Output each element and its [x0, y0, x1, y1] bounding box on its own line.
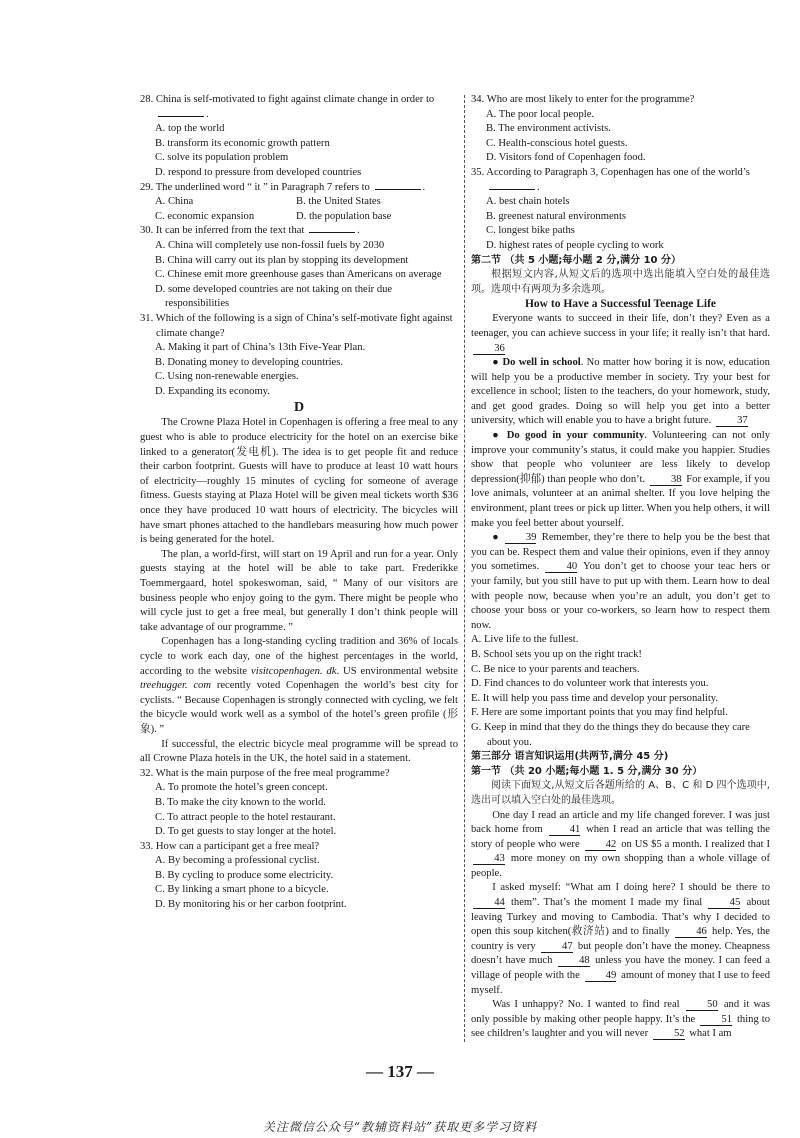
question-stem: 29. The underlined word “ it ” in Paragraph 7 refers to [140, 181, 370, 193]
answer-choices [471, 633, 770, 750]
blank-41: 41 [549, 824, 581, 836]
section-2-instruction: 根据短文内容,从短文后的选项中选出能填入空白处的最佳选项。选项中有两项为多余选项。 [471, 269, 770, 295]
answer-blank [489, 189, 535, 190]
option: A. China will completely use non-fossil fuels by 2030 [155, 239, 385, 251]
option: C. By linking a smart phone to a bicycle. [155, 884, 329, 896]
option: A. China [155, 196, 194, 208]
part-3-header: 第三部分 语言知识运用(共两节,满分 45 分) [471, 751, 669, 763]
option: B. the United States [296, 196, 381, 208]
blank-49: 49 [585, 970, 617, 982]
column-divider [464, 95, 465, 1042]
essay-intro: Everyone wants to succeed in their life, don’t they? Even as a teenager, you can achieve success in your life; it really isn’t that hard. 36 [471, 313, 770, 354]
question-33 [140, 840, 458, 913]
option: D. highest rates of people cycling to work [486, 239, 664, 251]
left-column [140, 93, 458, 913]
option: D. Expanding its economy. [155, 385, 270, 397]
option: C. Health-conscious hotel guests. [486, 137, 628, 149]
blank-43: 43 [473, 853, 505, 865]
blank-45: 45 [708, 897, 740, 909]
choice: F. Here are some important points that you may find helpful. [471, 707, 728, 719]
option: B. To make the city known to the world. [155, 796, 326, 808]
passage-d-paragraph-1: The Crowne Plaza Hotel in Copenhagen is offering a free meal to any guest who is able to produce electricity for the hotel on an exercise bike linked to a generator(发电机). The idea is to get people fit and reduce their carbon footprint. Guests will have to produce at least 10 watt hours of electricity—roughly 15 minutes of cycling for someone of average fitness. Guests staying at Plaza Hotel will be given meal tickets worth $36 once they have produced 10 watt hours of electricity. The bicycles will have smart phones attached to the handlebars measuring how much power is being generated for the hotel. [140, 417, 458, 546]
tip-heading: ● Do good in your community [492, 430, 645, 442]
page-number: — 137 — [366, 1062, 434, 1081]
blank-38: 38 [650, 474, 682, 486]
option: C. Chinese emit more greenhouse gases than Americans on average [155, 269, 442, 281]
option: B. The environment activists. [486, 123, 611, 135]
question-stem: 30. It can be inferred from the text that [140, 225, 305, 237]
passage-d-paragraph-4: If successful, the electric bicycle meal programme will be spread to all Crowne Plaza hotels in the UK, the hotel said in a statement. [140, 738, 458, 765]
question-stem: 28. China is self-motivated to fight against climate change in order to [140, 94, 435, 105]
blank-36: 36 [473, 343, 505, 355]
option: C. longest bike paths [486, 225, 575, 237]
option: B. By cycling to produce some electricity. [155, 869, 334, 881]
question-32 [140, 767, 458, 840]
cloze-paragraph-2: I asked myself: “What am I doing here? I should be there to 44 them”. That’s the moment I made my final 45 about leaving Turkey and moving to Cambodia. That’s why I decided to open this soup kitchen(救济站) and to finally 46 help. Yes, the country is very 47 but people don’t have the money. Cheapness doesn’t have much 48 unless you have the money. I can feed a village of people with the 49 amount of money that I use to feed myself. [471, 882, 770, 996]
question-stem: 32. What is the main purpose of the free meal programme? [140, 767, 390, 779]
option: D. respond to pressure from developed countries [155, 166, 362, 178]
option: C. economic expansion [155, 210, 255, 222]
question-stem: 31. Which of the following is a sign of China’s self-motivate fight against climate change? [140, 312, 453, 339]
option: B. transform its economic growth pattern [155, 137, 330, 149]
right-column [471, 93, 770, 1042]
blank-48: 48 [558, 955, 590, 967]
choice: D. Find chances to do volunteer work that interests you. [471, 678, 709, 690]
passage-d-paragraph-2: The plan, a world-first, will start on 19 April and run for a year. Only guests staying at the hotel will be able to take part. Frederikke Toemmergaard, hotel spokeswoman, said, “ Many of our visitors are business people who enjoy going to the gym. There might be people who will cycle just to get a free meal, but generally I don’t think people will take advantage of our programme. ” [140, 548, 458, 633]
blank-47: 47 [541, 941, 573, 953]
question-29: 29. The underlined word “ it ” in Paragraph 7 refers to . A. China B. the United States C. economic expansion D. the population base [140, 181, 458, 225]
option: D. By monitoring his or her carbon footprint. [155, 899, 347, 911]
choice: A. Live life to the fullest. [471, 634, 579, 646]
part-3-instruction: 阅读下面短文,从短文后各题所给的 A、B、C 和 D 四个选项中,选出可以填入空白处的最佳选项。 [471, 780, 770, 806]
choice: B. School sets you up on the right track! [471, 648, 642, 660]
answer-blank [375, 189, 421, 190]
answer-blank [158, 116, 204, 117]
website-name: visitcopenhagen. dk [251, 665, 337, 677]
cloze-paragraph-3: Was I unhappy? No. I wanted to find real 50 and it was only possible by making other people happy. It’s the 51 thing to see children’s laughter and you will never 52 what I am [471, 999, 770, 1040]
option: B. China will carry out its plan by stopping its development [155, 254, 409, 266]
option: C. solve its population problem [155, 152, 289, 164]
option: D. some developed countries are not taking on their due responsibilities [155, 283, 393, 310]
essay-tip-1: ● Do well in school. No matter how boring it is now, education will help you be a productive member in society. Try your best for excellence in school; listen to the teachers, do your homework, study, and get good grades. Doing so will help you get into a better university, which will enable you to have a bright future. 37 [471, 357, 770, 427]
blank-39: 39 [505, 532, 537, 544]
option: D. the population base [296, 210, 392, 222]
blank-50: 50 [686, 999, 718, 1011]
option: A. Making it part of China’s 13th Five-Year Plan. [155, 342, 366, 354]
blank-37: 37 [716, 415, 748, 427]
cloze-paragraph-1: One day I read an article and my life changed forever. I was just back home from 41 when I read an article that was telling the story of people who were 42 on US $5 a month. I realized that I 43 more money on my own shopping than a whole village of people. [471, 809, 771, 879]
option: C. Using non-renewable energies. [155, 371, 299, 383]
question-30: 30. It can be inferred from the text that . A. China will completely use non-fossil fuels by 2030 B. China will carry out its plan by stopping its development C. Chinese emit more greenhouse gases than Americans on average D. some developed countries are not taking on their due responsibilities [140, 224, 458, 312]
question-stem: 34. Who are most likely to enter for the programme? [471, 94, 695, 105]
bullet-icon: ● [492, 532, 500, 544]
blank-44: 44 [473, 897, 505, 909]
choice: C. Be nice to your parents and teachers. [471, 663, 640, 675]
blank-52: 52 [653, 1028, 685, 1040]
answer-blank [309, 232, 355, 233]
section-d-title: D [293, 400, 305, 416]
option: A. best chain hotels [486, 196, 570, 208]
option: B. Donating money to developing countries. [155, 356, 344, 368]
section-2-header: 第二节 （共 5 小题;每小题 2 分,满分 10 分） [471, 254, 681, 266]
question-34 [471, 93, 770, 166]
option: D. Visitors fond of Copenhagen food. [486, 152, 646, 164]
option: A. The poor local people. [486, 108, 595, 120]
essay-tip-2: ● Do good in your community. Volunteering can not only improve your community’s status, it could make you happier. Studies show that people who volunteer are less likely to develop depression(抑郁) than people who don’t. 38 For example, if you love animals, volunteer at an animal shelter. If you love helping the environment, plant trees or pick up litter. When you help others, it will make you feel better about yourself. [471, 430, 771, 529]
option: B. greenest natural environments [486, 210, 627, 222]
question-stem: 35. According to Paragraph 3, Copenhagen has one of the world’s [471, 166, 750, 178]
tip-heading: ● Do well in school [492, 357, 581, 369]
question-28: 28. China is self-motivated to fight against climate change in order to . A. top the world B. transform its economic growth pattern C. solve its population problem D. respond to pressure from developed countries [140, 93, 458, 181]
question-35: 35. According to Paragraph 3, Copenhagen has one of the world’s . A. best chain hotels B. greenest natural environments C. longest bike paths D. highest rates of people cycling to work [471, 166, 770, 254]
blank-46: 46 [675, 926, 707, 938]
question-stem: 33. How can a participant get a free meal? [140, 840, 320, 852]
option: A. top the world [155, 123, 225, 135]
essay-tip-3: ● 39 Remember, they’re there to help you be the best that you can be. Respect them and value their opinions, even if they annoy you sometimes. 40 You don’t get to choose your teac hers or your family, but you still have to put up with them. Learn how to deal with people now, because when you’re an adult, you don’t get to choose your boss or your co-workers, so learn how to respect them now. [471, 532, 770, 631]
choice: E. It will help you pass time and develop your personality. [471, 692, 719, 704]
blank-42: 42 [585, 839, 617, 851]
option: A. To promote the hotel’s green concept. [155, 782, 328, 794]
footer-note: 关注微信公众号“教辅资料站”获取更多学习资料 [262, 1120, 538, 1134]
essay-title: How to Have a Successful Teenage Life [524, 298, 717, 311]
website-name: treehugger. com [140, 680, 212, 692]
choice: G. Keep in mind that they do the things they do because they care about you. [471, 721, 750, 748]
option: D. To get guests to stay longer at the hotel. [155, 826, 337, 838]
option: C. To attract people to the hotel restaurant. [155, 811, 336, 823]
blank-40: 40 [545, 561, 577, 573]
part-3-subheader: 第一节 （共 20 小题;每小题 1. 5 分,满分 30 分） [471, 765, 703, 777]
passage-d-paragraph-3: Copenhagen has a long-standing cycling tradition and 36% of locals cycle to work each day, one of the highest percentages in the world, according to the website visitcopenhagen. dk. US environmental website treehugger. com recently voted Copenhagen the world’s best city for cyclists. “ Because Copenhagen is strongly connected with cycling, we felt the bicycle would work well as a symbol of the hotel’s green profile (形象). ” [140, 636, 458, 735]
blank-51: 51 [700, 1014, 732, 1026]
question-31 [140, 312, 458, 400]
option: A. By becoming a professional cyclist. [155, 855, 320, 867]
